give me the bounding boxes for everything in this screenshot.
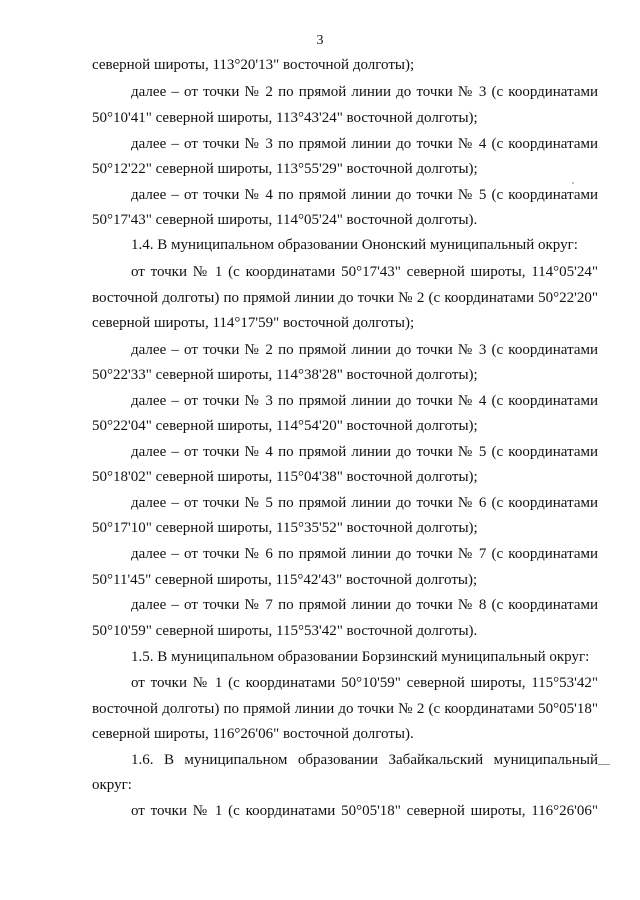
text-line-7: 50°17'43" северной широты, 114°05'24" восточной долготы). xyxy=(92,212,478,228)
text-line-22: далее – от точки № 7 по прямой линии до точки № 8 (с координатами xyxy=(131,597,598,613)
text-line-9: от точки № 1 (с координатами 50°17'43" северной широты, 114°05'24" xyxy=(131,264,598,280)
text-line-1: северной широты, 113°20'13" восточной долготы); xyxy=(92,57,415,73)
text-line-16: далее – от точки № 4 по прямой линии до точки № 5 (с координатами xyxy=(131,444,598,460)
text-line-3: 50°10'41" северной широты, 113°43'24" восточной долготы); xyxy=(92,110,478,126)
text-line-30: от точки № 1 (с координатами 50°05'18" северной широты, 116°26'06" xyxy=(131,803,598,819)
text-line-15: 50°22'04" северной широты, 114°54'20" восточной долготы); xyxy=(92,418,478,434)
text-line-27: северной широты, 116°26'06" восточной долготы). xyxy=(92,726,414,742)
text-line-29: округ: xyxy=(92,777,132,793)
text-line-17: 50°18'02" северной широты, 115°04'38" восточной долготы); xyxy=(92,469,478,485)
text-line-18: далее – от точки № 5 по прямой линии до точки № 6 (с координатами xyxy=(131,495,598,511)
page-number: 3 xyxy=(316,33,324,48)
text-line-6: далее – от точки № 4 по прямой линии до точки № 5 (с координатами xyxy=(131,187,598,203)
text-line-23: 50°10'59" северной широты, 115°53'42" восточной долготы). xyxy=(92,623,478,639)
text-line-12: далее – от точки № 2 по прямой линии до точки № 3 (с координатами xyxy=(131,342,598,358)
text-line-2: далее – от точки № 2 по прямой линии до точки № 3 (с координатами xyxy=(131,84,598,100)
text-line-20: далее – от точки № 6 по прямой линии до точки № 7 (с координатами xyxy=(131,546,598,562)
scan-mark xyxy=(598,764,610,765)
text-line-11: северной широты, 114°17'59" восточной долготы); xyxy=(92,315,415,331)
section-heading-1-4: 1.4. В муниципальном образовании Ононский муниципальный округ: xyxy=(131,237,578,253)
section-heading-1-5: 1.5. В муниципальном образовании Борзинский муниципальный округ: xyxy=(131,649,590,665)
text-line-25: от точки № 1 (с координатами 50°10'59" северной широты, 115°53'42" xyxy=(131,675,598,691)
section-heading-1-6: 1.6. В муниципальном образовании Забайкальский муниципальный xyxy=(131,752,598,768)
text-line-21: 50°11'45" северной широты, 115°42'43" восточной долготы); xyxy=(92,572,478,588)
text-line-26: восточной долготы) по прямой линии до точки № 2 (с координатами 50°05'18" xyxy=(92,701,598,717)
scan-speck xyxy=(572,182,574,184)
text-line-5: 50°12'22" северной широты, 113°55'29" восточной долготы); xyxy=(92,161,478,177)
text-line-10: восточной долготы) по прямой линии до точки № 2 (с координатами 50°22'20" xyxy=(92,290,598,306)
text-line-13: 50°22'33" северной широты, 114°38'28" восточной долготы); xyxy=(92,367,478,383)
text-line-4: далее – от точки № 3 по прямой линии до точки № 4 (с координатами xyxy=(131,136,598,152)
text-line-19: 50°17'10" северной широты, 115°35'52" восточной долготы); xyxy=(92,520,478,536)
text-line-14: далее – от точки № 3 по прямой линии до точки № 4 (с координатами xyxy=(131,393,598,409)
